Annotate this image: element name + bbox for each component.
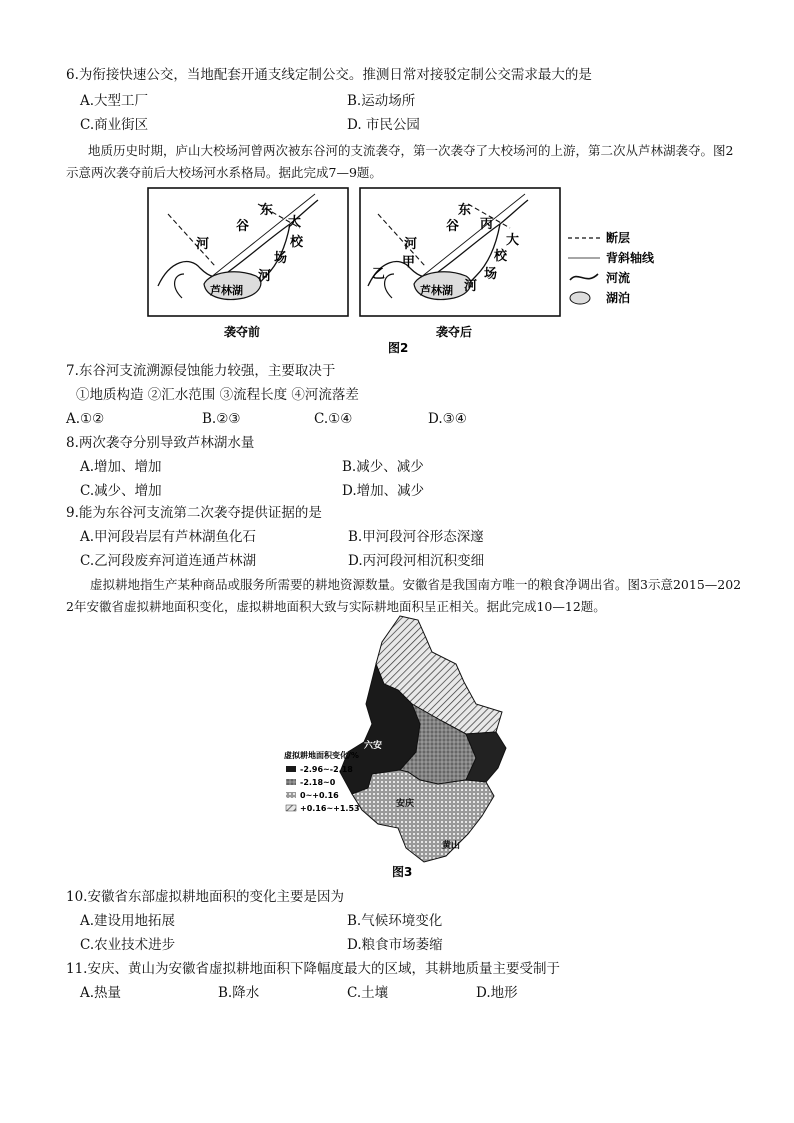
label-gu-after: 谷 [446,219,460,234]
q7-option-d[interactable]: D.③④ [428,411,467,427]
q6-option-d[interactable]: D. 市民公园 [347,117,420,133]
q6-option-a[interactable]: A.大型工厂 [80,93,149,109]
q6-stem: 6.为衔接快速公交，当地配套开通支线定制公交。推测日常对接驳定制公交需求最大的是 [66,67,592,83]
q11-stem: 11.安庆、黄山为安徽省虚拟耕地面积下降幅度最大的区域，其耕地质量主要受制于 [66,961,560,977]
q9-stem: 9.能为东谷河支流第二次袭夺提供证据的是 [66,505,322,521]
legend-class-4-swatch [286,805,296,811]
label-da-before: 大 [288,215,302,230]
label-lake-after: 芦林湖 [420,284,453,297]
q10-option-a[interactable]: A.建设用地拓展 [80,913,176,929]
q9-option-d[interactable]: D.丙河段河相沉积变细 [348,553,485,569]
legend-river-symbol [570,274,598,280]
label-he2-after: 河 [464,279,478,294]
fig2-after-label: 袭夺后 [436,325,473,339]
passage2-line2: 2年安徽省虚拟耕地面积变化，虚拟耕地面积大致与实际耕地面积呈正相关。据此完成10—12题。 [66,599,606,614]
q11-option-c[interactable]: C.土壤 [347,985,389,1001]
q6-option-b[interactable]: B.运动场所 [347,93,416,109]
label-dong-before: 东 [260,203,274,218]
q9-option-a[interactable]: A.甲河段岩层有芦林湖鱼化石 [80,529,257,545]
river-branch-before [175,274,184,298]
q10-stem: 10.安徽省东部虚拟耕地面积的变化主要是因为 [66,889,344,905]
label-jia-after: 甲 [402,255,416,270]
q8-option-c[interactable]: C.减少、增加 [80,483,162,499]
q10-option-d[interactable]: D.粮食市场萎缩 [347,937,443,953]
q7-option-b[interactable]: B.②③ [202,411,241,427]
legend-class-2-label: -2.18~0 [300,778,336,787]
q8-stem: 8.两次袭夺分别导致芦林湖水量 [66,435,255,451]
river-branch-after [385,274,394,298]
passage2-line1: 虚拟耕地指生产某种商品或服务所需要的耕地资源数量。安徽省是我国南方唯一的粮食净调出省。图3示意2015—202 [90,577,742,592]
q9-option-b[interactable]: B.甲河段河谷形态深邃 [348,529,484,545]
q7-option-c[interactable]: C.①④ [314,411,353,427]
label-he2-before: 河 [258,269,272,284]
label-he-before: 河 [196,237,210,252]
label-yi-after: 乙 [372,267,386,282]
legend-fault-label: 断层 [606,231,631,245]
q10-option-b[interactable]: B.气候环境变化 [347,913,443,929]
legend-class-1-swatch [286,766,296,772]
q7-items: ①地质构造 ②汇水范围 ③流程长度 ④河流落差 [76,387,359,403]
legend-class-2-swatch [286,779,296,785]
q9-option-c[interactable]: C.乙河段废弃河道连通芦林湖 [80,553,257,569]
legend-lake-symbol [570,292,590,304]
region-south [352,770,494,862]
passage1-line2: 示意两次袭夺前后大校场河水系格局。据此完成7—9题。 [66,165,382,180]
q10-option-c[interactable]: C.农业技术进步 [80,937,176,953]
q7-option-a[interactable]: A.①② [66,411,105,427]
legend-lake-label: 湖泊 [606,291,631,305]
legend-class-4-label: +0.16~+1.53 [300,804,360,813]
label-lake-before: 芦林湖 [210,284,243,297]
q8-option-b[interactable]: B.减少、减少 [342,459,424,475]
label-xiao-after: 校 [494,249,508,264]
city-label-huangshan: 黄山 [442,841,461,851]
label-da-after: 大 [506,233,520,248]
figure-2 [140,186,670,356]
passage1-line1: 地质历史时期，庐山大校场河曾两次被东谷河的支流袭夺，第一次袭夺了大校场河的上游，第二次从芦林湖袭夺。图2 [88,143,734,158]
label-he-after: 河 [404,237,418,252]
label-gu-before: 谷 [236,219,250,234]
legend-class-3-label: 0~+0.16 [300,791,339,800]
q8-option-a[interactable]: A.增加、增加 [80,459,162,475]
fig2-before-label: 袭夺前 [224,325,261,339]
label-xiao-before: 校 [290,235,304,250]
q11-option-d[interactable]: D.地形 [476,985,518,1001]
label-chang-after: 场 [484,267,498,282]
fig3-legend-title: 虚拟耕地面积变化/% [284,751,359,760]
q7-stem: 7.东谷河支流溯源侵蚀能力较强，主要取决于 [66,363,336,379]
city-label-anqing: 安庆 [396,799,415,809]
figure-3 [280,612,530,880]
q11-option-b[interactable]: B.降水 [218,985,260,1001]
legend-class-3-swatch [286,792,296,798]
fig2-caption: 图2 [388,341,409,355]
legend-anticline-label: 背斜轴线 [606,251,655,265]
q11-option-a[interactable]: A.热量 [80,985,122,1001]
label-chang-before: 场 [274,251,288,266]
city-label-liuan: 六安 [364,741,383,751]
legend-river-label: 河流 [606,271,631,285]
q8-option-d[interactable]: D.增加、减少 [342,483,425,499]
q6-option-c[interactable]: C.商业街区 [80,117,149,133]
fig3-caption: 图3 [392,865,413,879]
label-dong-after: 东 [458,203,472,218]
label-bing-after: 丙 [480,217,494,232]
legend-class-1-label: -2.96~-2.18 [300,765,353,774]
